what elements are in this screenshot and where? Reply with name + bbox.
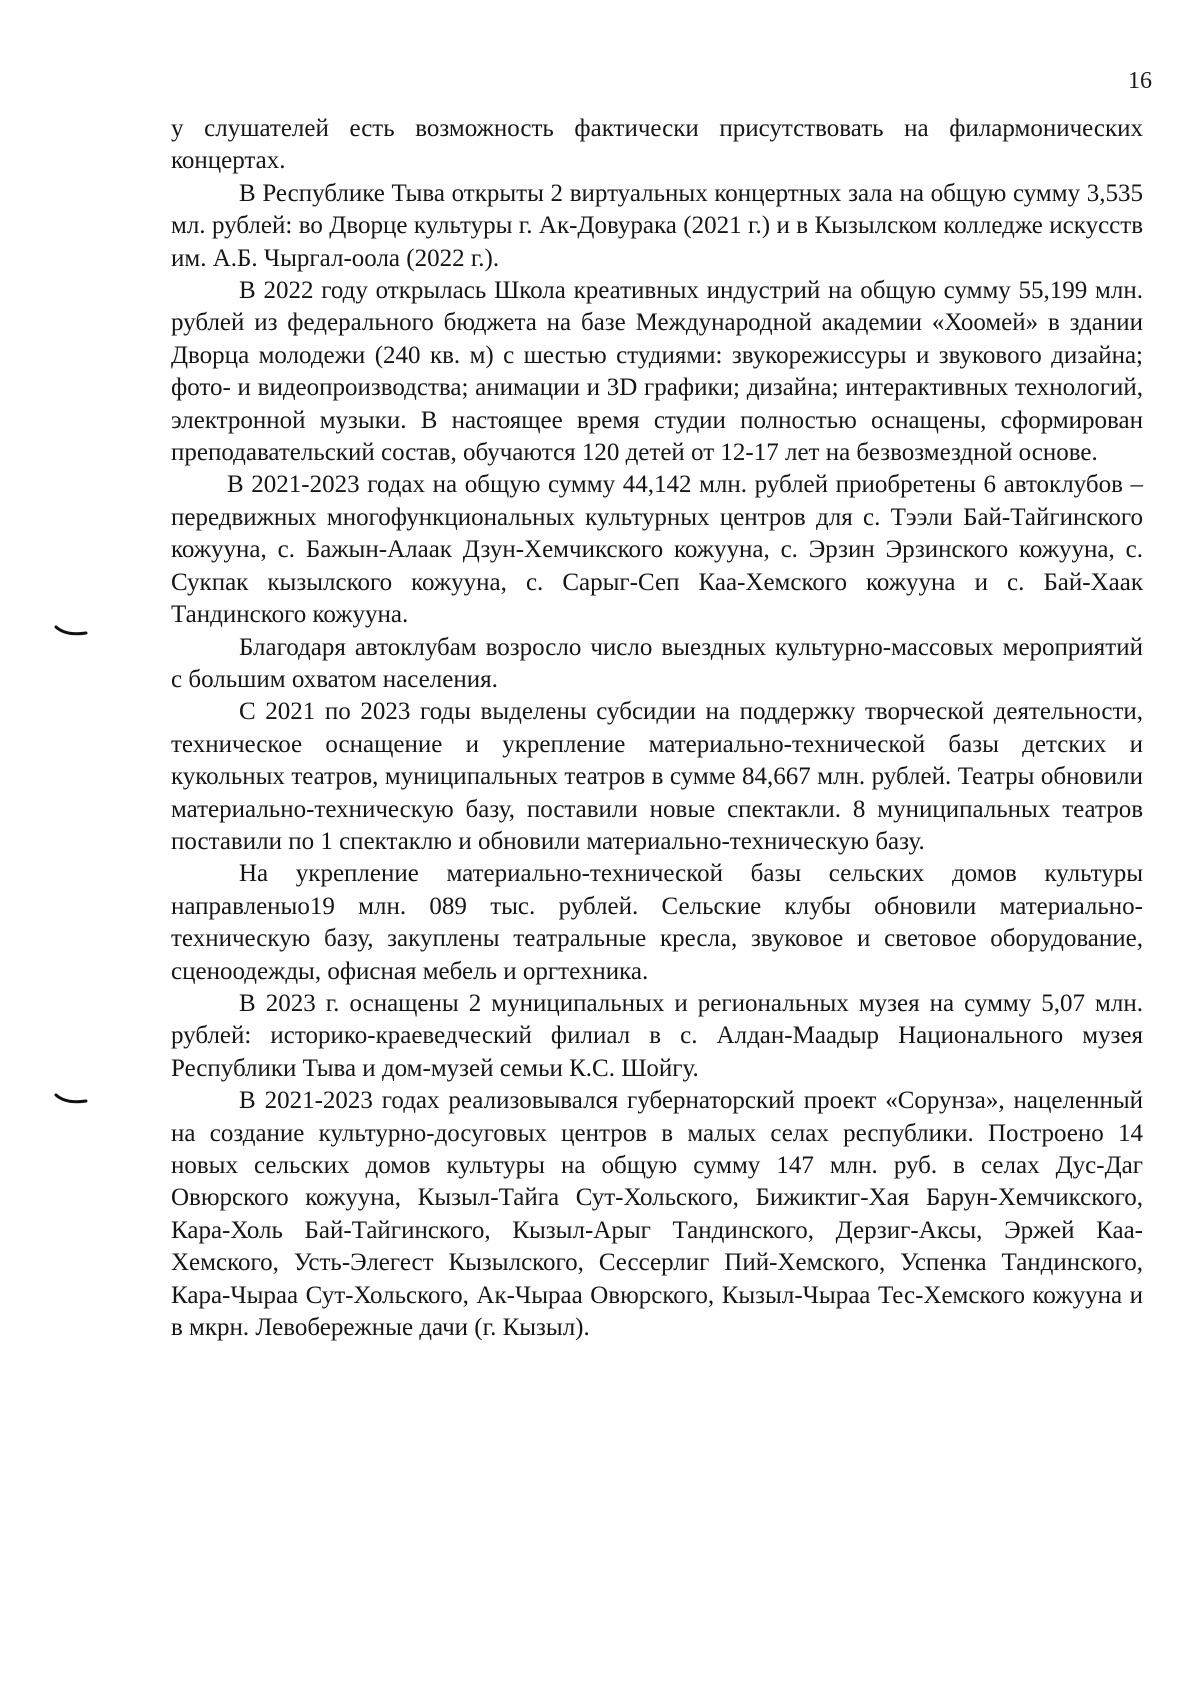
paragraph-autoclub-events: Благодаря автоклубам возросло число выездных культурно-массовых мероприятий с большим охватом населения.	[171, 633, 1143, 693]
margin-tick-mark	[54, 624, 88, 638]
paragraph-continuation: у слушателей есть возможность фактически присутствовать на филармонических концертах.	[171, 115, 1143, 175]
margin-tick-mark	[54, 1092, 88, 1106]
paragraph-autoclubs: В 2021-2023 годах на общую сумму 44,142 млн. рублей приобретены 6 автоклубов – передвижных многофункциональных культурных центров для с. Тээли Бай-Тайгинского кожууна, с. Бажын-Алаак Дзун-Хемчикского кожууна, с. Эрзин Эрзинского кожууна, с. Сукпак кызылского кожууна, с. Сарыг-Сеп Каа-Хемского кожууна и с. Бай-Хаак Тандинского кожууна.	[171, 471, 1143, 629]
page-number: 16	[1128, 68, 1152, 94]
paragraph-museums: В 2023 г. оснащены 2 муниципальных и региональных музея на сумму 5,07 млн. рублей: историко-краеведческий филиал в с. Алдан-Маадыр Национального музея Республики Тыва и дом-музей семьи К.С. Шойгу.	[171, 989, 1143, 1082]
paragraph-rural-clubs: На укрепление материально-технической базы сельских домов культуры направленыо19 млн. 089 тыс. рублей. Сельские клубы обновили материально-техническую базу, закуплены театральные кресла, звуковое и световое оборудование, сценоодежды, офисная мебель и оргтехника.	[171, 860, 1143, 985]
paragraph-creative-school: В 2022 году открылась Школа креативных индустрий на общую сумму 55,199 млн. рублей из федерального бюджета на базе Международной академии «Хоомей» в здании Дворца молодежи (240 кв. м) с шестью студиями: звукорежиссуры и звукового дизайна; фото- и видеопроизводства; анимации и 3D графики; дизайна; интерактивных технологий, электронной музыки. В настоящее время студии полностью оснащены, сформирован преподавательский состав, обучаются 120 детей от 12-17 лет на безвозмездной основе.	[171, 277, 1143, 467]
paragraph-virtual-halls: В Республике Тыва открыты 2 виртуальных концертных зала на общую сумму 3,535 мл. рублей: во Дворце культуры г. Ак-Довурака (2021 г.) и в Кызылском колледже искусств им. А.Б. Чыргал-оола (2022 г.).	[171, 179, 1143, 272]
paragraph-sorunza-project: В 2021-2023 годах реализовывался губернаторский проект «Сорунза», нацеленный на создание культурно-досуговых центров в малых селах республики. Построено 14 новых сельских домов культуры на общую сумму 147 млн. руб. в селах Дус-Даг Овюрского кожууна, Кызыл-Тайга Сут-Хольского, Бижиктиг-Хая Барун-Хемчикского, Кара-Холь Бай-Тайгинского, Кызыл-Арыг Тандинского, Дерзиг-Аксы, Эржей Каа-Хемского, Усть-Элегест Кызылского, Сессерлиг Пий-Хемского, Успенка Тандинского, Кара-Чыраа Сут-Хольского, Ак-Чыраа Овюрского, Кызыл-Чыраа Тес-Хемского кожууна и в мкрн. Левобережные дачи (г. Кызыл).	[171, 1087, 1143, 1342]
document-body	[171, 113, 1143, 1344]
paragraph-theatres: С 2021 по 2023 годы выделены субсидии на поддержку творческой деятельности, техническое оснащение и укрепление материально-технической базы детских и кукольных театров, муниципальных театров в сумме 84,667 млн. рублей. Театры обновили материально-техническую базу, поставили новые спектакли. 8 муниципальных театров поставили по 1 спектаклю и обновили материально-техническую базу.	[171, 698, 1143, 855]
